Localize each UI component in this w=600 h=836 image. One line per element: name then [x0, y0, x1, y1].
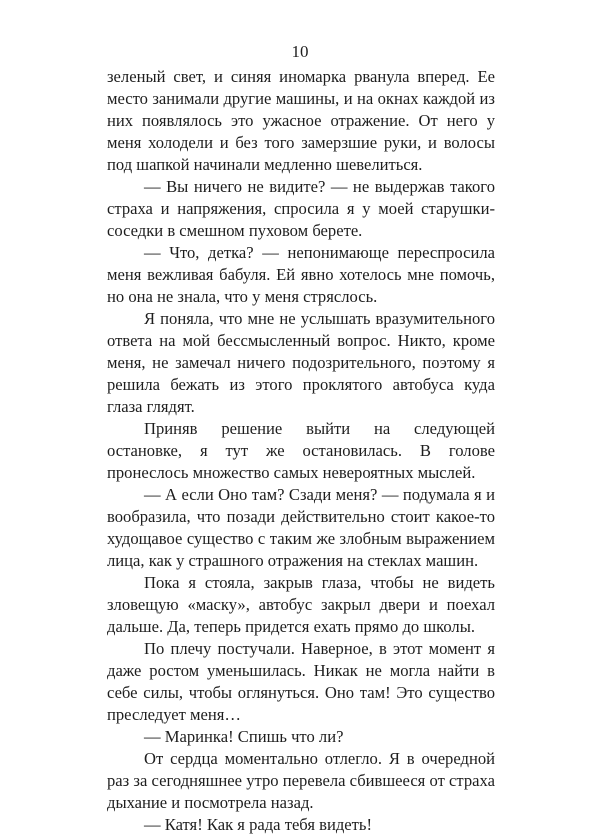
page-number: 10 — [291, 42, 309, 61]
paragraph: — Вы ничего не видите? — не выдержав такого страха и напряжения, спросила я у моей старушки-соседки в смешном пуховом берете. — [107, 177, 495, 240]
paragraph: — Что, детка? — непонимающе переспросила меня вежливая бабуля. Ей явно хотелось мне помочь, но она не знала, что у меня стряслось. — [107, 243, 495, 306]
paragraph: — А если Оно там? Сзади меня? — подумала я и вообразила, что позади действительно стоит какое-то худощавое существо с таким же злобным выражением лица, как у страшного отражения на стеклах машин. — [107, 485, 495, 570]
paragraph: — Маринка! Спишь что ли? — [144, 727, 344, 746]
paragraph: Приняв решение выйти на следующей остановке, я тут же остановилась. В голове пронеслось множество самых невероятных мыслей. — [107, 419, 495, 482]
page-text — [107, 66, 495, 836]
paragraph: По плечу постучали. Наверное, в этот момент я даже ростом уменьшилась. Никак не могла найти в себе силы, чтобы оглянуться. Оно там! Это существо преследует меня… — [107, 639, 495, 724]
paragraph: От сердца моментально отлегло. Я в очередной раз за сегодняшнее утро перевела сбившееся от страха дыхание и посмотрела назад. — [107, 749, 495, 812]
paragraph: Я поняла, что мне не услышать вразумительного ответа на мой бессмысленный вопрос. Никто, кроме меня, не замечал ничего подозрительного, поэтому я решила бежать из этого проклятого автобуса куда глаза глядят. — [107, 309, 495, 416]
paragraph: Пока я стояла, закрыв глаза, чтобы не видеть зловещую «маску», автобус закрыл двери и поехал дальше. Да, теперь придется ехать прямо до школы. — [107, 573, 495, 636]
paragraph: зеленый свет, и синяя иномарка рванула вперед. Ее место занимали другие машины, и на окнах каждой из них появлялось это ужасное отражение. От него у меня холодели и без того замерзшие руки, и волосы под шапкой начинали медленно шевелиться. — [107, 67, 495, 174]
paragraph: — Катя! Как я рада тебя видеть! — [144, 815, 372, 834]
